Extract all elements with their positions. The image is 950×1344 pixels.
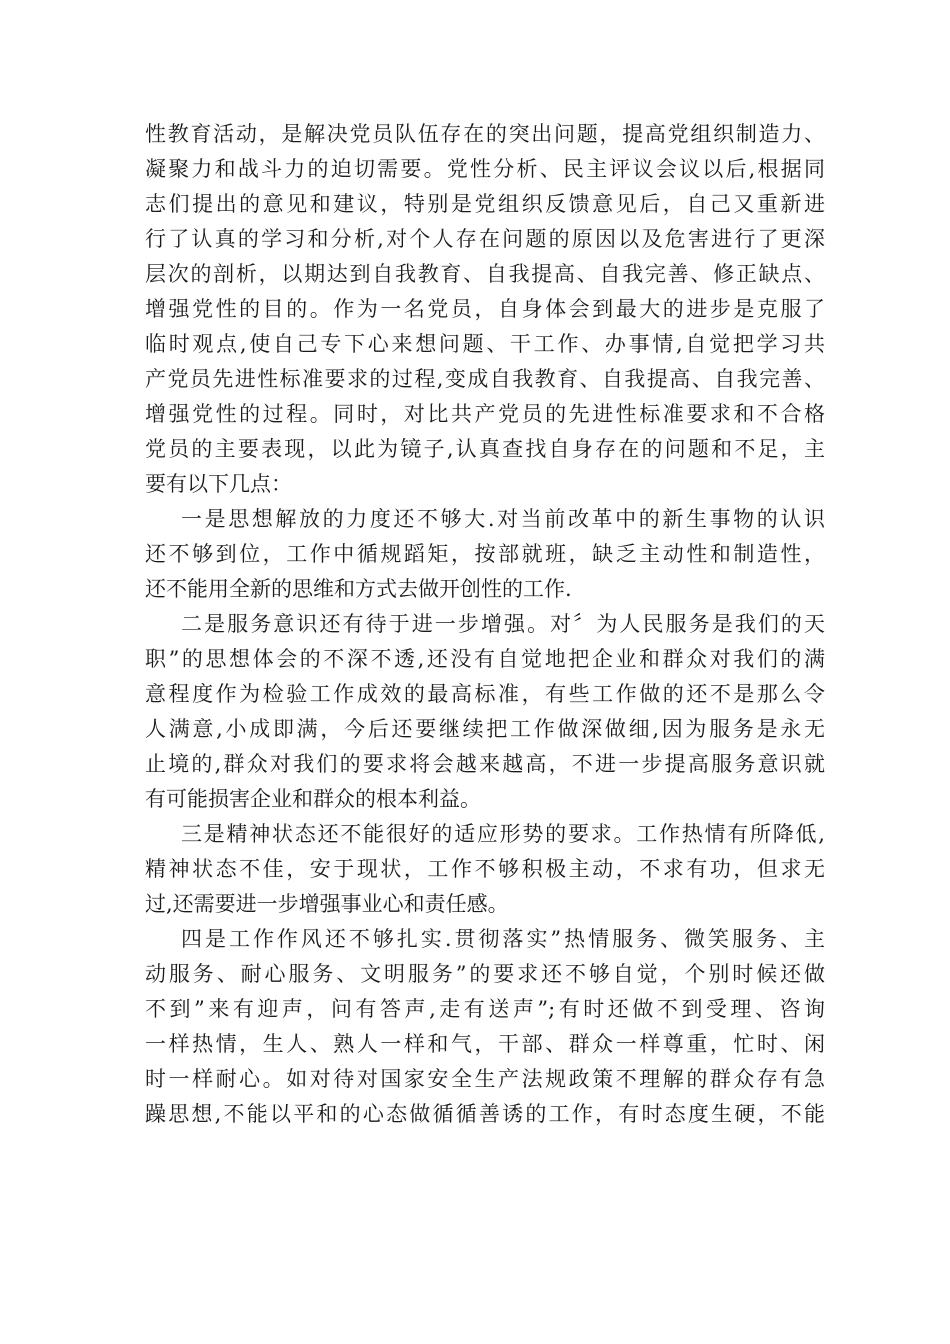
paragraph-2 xyxy=(145,502,825,607)
text-line: 四是工作作风还不够扎实.贯彻落实”热情服务、微笑服务、主 xyxy=(181,927,825,951)
text-line: 临时观点,使自己专下心来想问题、干工作、办事情,自觉把学习共 xyxy=(145,332,825,356)
text-line: 志们提出的意见和建议，特别是党组织反馈意见后，自己又重新进 xyxy=(145,192,825,216)
text-line: 二是服务意识还有待于进一步增强。对〞为人民服务是我们的天 xyxy=(181,612,825,636)
paragraph-3 xyxy=(145,607,825,817)
text-line: 凝聚力和战斗力的迫切需要。党性分析、民主评议会议以后,根据同 xyxy=(145,157,825,181)
text-line: 止境的,群众对我们的要求将会越来越高，不进一步提高服务意识就 xyxy=(145,752,825,776)
text-line: 动服务、耐心服务、文明服务”的要求还不够自觉，个别时候还做 xyxy=(145,962,825,986)
text-line: 意程度作为检验工作成效的最高标准，有些工作做的还不是那么令 xyxy=(145,682,825,706)
text-line: 还不够到位，工作中循规蹈矩，按部就班，缺乏主动性和制造性， xyxy=(145,542,825,566)
text-line: 精神状态不佳，安于现状，工作不够积极主动，不求有功，但求无 xyxy=(145,857,825,881)
text-line: 时一样耐心。如对待对国家安全生产法规政策不理解的群众存有急 xyxy=(145,1067,825,1091)
text-line: 有可能损害企业和群众的根本利益。 xyxy=(145,787,481,811)
text-line: 增强党性的目的。作为一名党员，自身体会到最大的进步是克服了 xyxy=(145,297,825,321)
text-line: 过,还需要进一步增强事业心和责任感。 xyxy=(145,892,509,916)
text-line: 躁思想,不能以平和的心态做循循善诱的工作，有时态度生硬，不能 xyxy=(145,1102,825,1126)
paragraph-1 xyxy=(145,117,825,502)
document-body xyxy=(145,117,825,1132)
text-line: 人满意,小成即满，今后还要继续把工作做深做细,因为服务是永无 xyxy=(145,717,825,741)
text-line: 职”的思想体会的不深不透,还没有自觉地把企业和群众对我们的满 xyxy=(145,647,825,671)
text-line: 不到”来有迎声，问有答声,走有送声”;有时还做不到受理、咨询 xyxy=(145,997,825,1021)
paragraph-4 xyxy=(145,817,825,922)
paragraph-5 xyxy=(145,922,825,1132)
text-line: 行了认真的学习和分析,对个人存在问题的原因以及危害进行了更深 xyxy=(145,227,825,251)
text-line: 产党员先进性标准要求的过程,变成自我教育、自我提高、自我完善、 xyxy=(145,367,825,391)
text-line: 一是思想解放的力度还不够大.对当前改革中的新生事物的认识 xyxy=(181,507,825,531)
text-line: 一样热情，生人、熟人一样和气，干部、群众一样尊重，忙时、闲 xyxy=(145,1032,825,1056)
text-line: 三是精神状态还不能很好的适应形势的要求。工作热情有所降低, xyxy=(181,822,825,846)
text-line: 要有以下几点： xyxy=(145,472,292,496)
text-line: 增强党性的过程。同时，对比共产党员的先进性标准要求和不合格 xyxy=(145,402,825,426)
text-line: 党员的主要表现，以此为镜子,认真查找自身存在的问题和不足，主 xyxy=(145,437,825,461)
text-line: 还不能用全新的思维和方式去做开创性的工作. xyxy=(145,577,572,601)
text-line: 层次的剖析，以期达到自我教育、自我提高、自我完善、修正缺点、 xyxy=(145,262,825,286)
text-line: 性教育活动，是解决党员队伍存在的突出问题，提高党组织制造力、 xyxy=(145,122,825,146)
